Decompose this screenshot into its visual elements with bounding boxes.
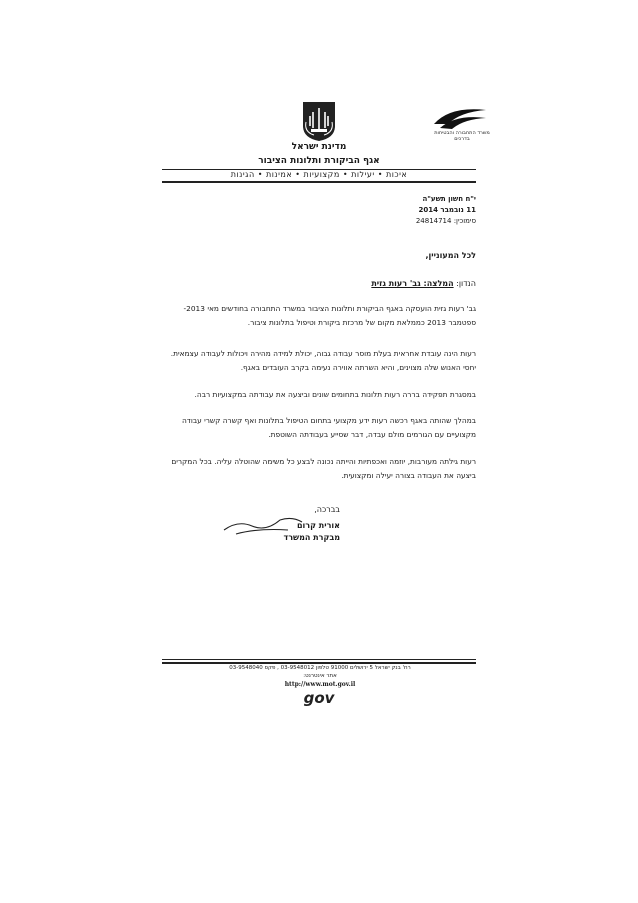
body-paragraph: רעות גילתה מעורבות, יוזמה ואכפתיות והייתה נכונה לבצע כל משימה שהוטלה עליה. בכל המקרים ביצעה את העבודה בצורה יעילה ומקצועית.	[171, 457, 476, 480]
footer-address: רח' בנק ישראל 5 ירושלים 91000 טלפון 03-9548012 , פקס 03-9548040	[229, 665, 411, 671]
body-paragraph: במהלך שהותה באגף רכשה רעות ידע מקצועי בתחום הטיפול בתלונות ואף קשרה קשרי עבודה מקצועיים עם הגורמים מולם עבדה, דבר שסייע בעבודתה השוטפת.	[181, 416, 476, 439]
values-subtitle: איכות • יעילות • מקצועיות • אמינות • הגינות	[230, 170, 408, 179]
hebrew-date: י"ח חשון תשע"ה	[422, 195, 476, 203]
state-title: מדינת ישראל	[291, 142, 347, 152]
footer-url[interactable]: http://www.mot.gov.il	[284, 681, 356, 688]
gov-logo-icon	[289, 690, 349, 706]
header-rule-thick	[162, 181, 476, 183]
reference-number: סימוכין: 24814714	[415, 217, 476, 225]
gov-logo-text: gov	[303, 690, 335, 706]
addressee: לכל המעוניין,	[425, 251, 476, 260]
footer-rule	[162, 659, 476, 660]
state-emblem-icon	[300, 100, 338, 142]
signer-name: אורית קרום	[296, 521, 340, 530]
subject-text: המלצה: גב' רעות גזית	[371, 279, 454, 288]
division-title: אגף הביקורת ותלונות הציבור	[258, 156, 380, 166]
closing: בברכה,	[314, 505, 340, 514]
footer-rule-thick	[162, 662, 476, 664]
subject-line	[260, 279, 476, 288]
signer-block	[240, 520, 340, 544]
subject-prefix: הנדון:	[453, 279, 476, 288]
body-paragraph: במסגרת תפקידה בררה רעות תלונות בתחומים שונים וביצעה את עבודתה במקצועיות רבה.	[194, 390, 476, 399]
body-paragraph: רעות הינה עובדת אחראית בעלת מוסר עבודה גבוה, יכולת למידה מהירה ויכולות לעבודה עצמאית. יחסי האנוש שלה מצוינים, והיא השרתה אווירה נעימה בקרב העובדים באגף.	[170, 349, 476, 372]
date-block	[380, 194, 476, 227]
footer-site-label: אתר אינטרנט:	[303, 673, 337, 679]
ministry-of-transport-logo-icon	[430, 104, 490, 132]
ministry-name: משרד התחבורה והבטיחות בדרכים	[434, 130, 490, 142]
gregorian-date: 11 נובמבר 2014	[418, 206, 476, 214]
body-paragraph: גב' רעות גזית הועסקה באגף הביקורת ותלונות הציבור במשרד התחבורה בחודשים מאי 2013- ספטמבר 2013 כממלאת מקום של מרכזת ביקורת וטיפול בתלונות ציבור.	[183, 304, 476, 327]
signer-title: מבקרת המשרד	[283, 533, 340, 542]
